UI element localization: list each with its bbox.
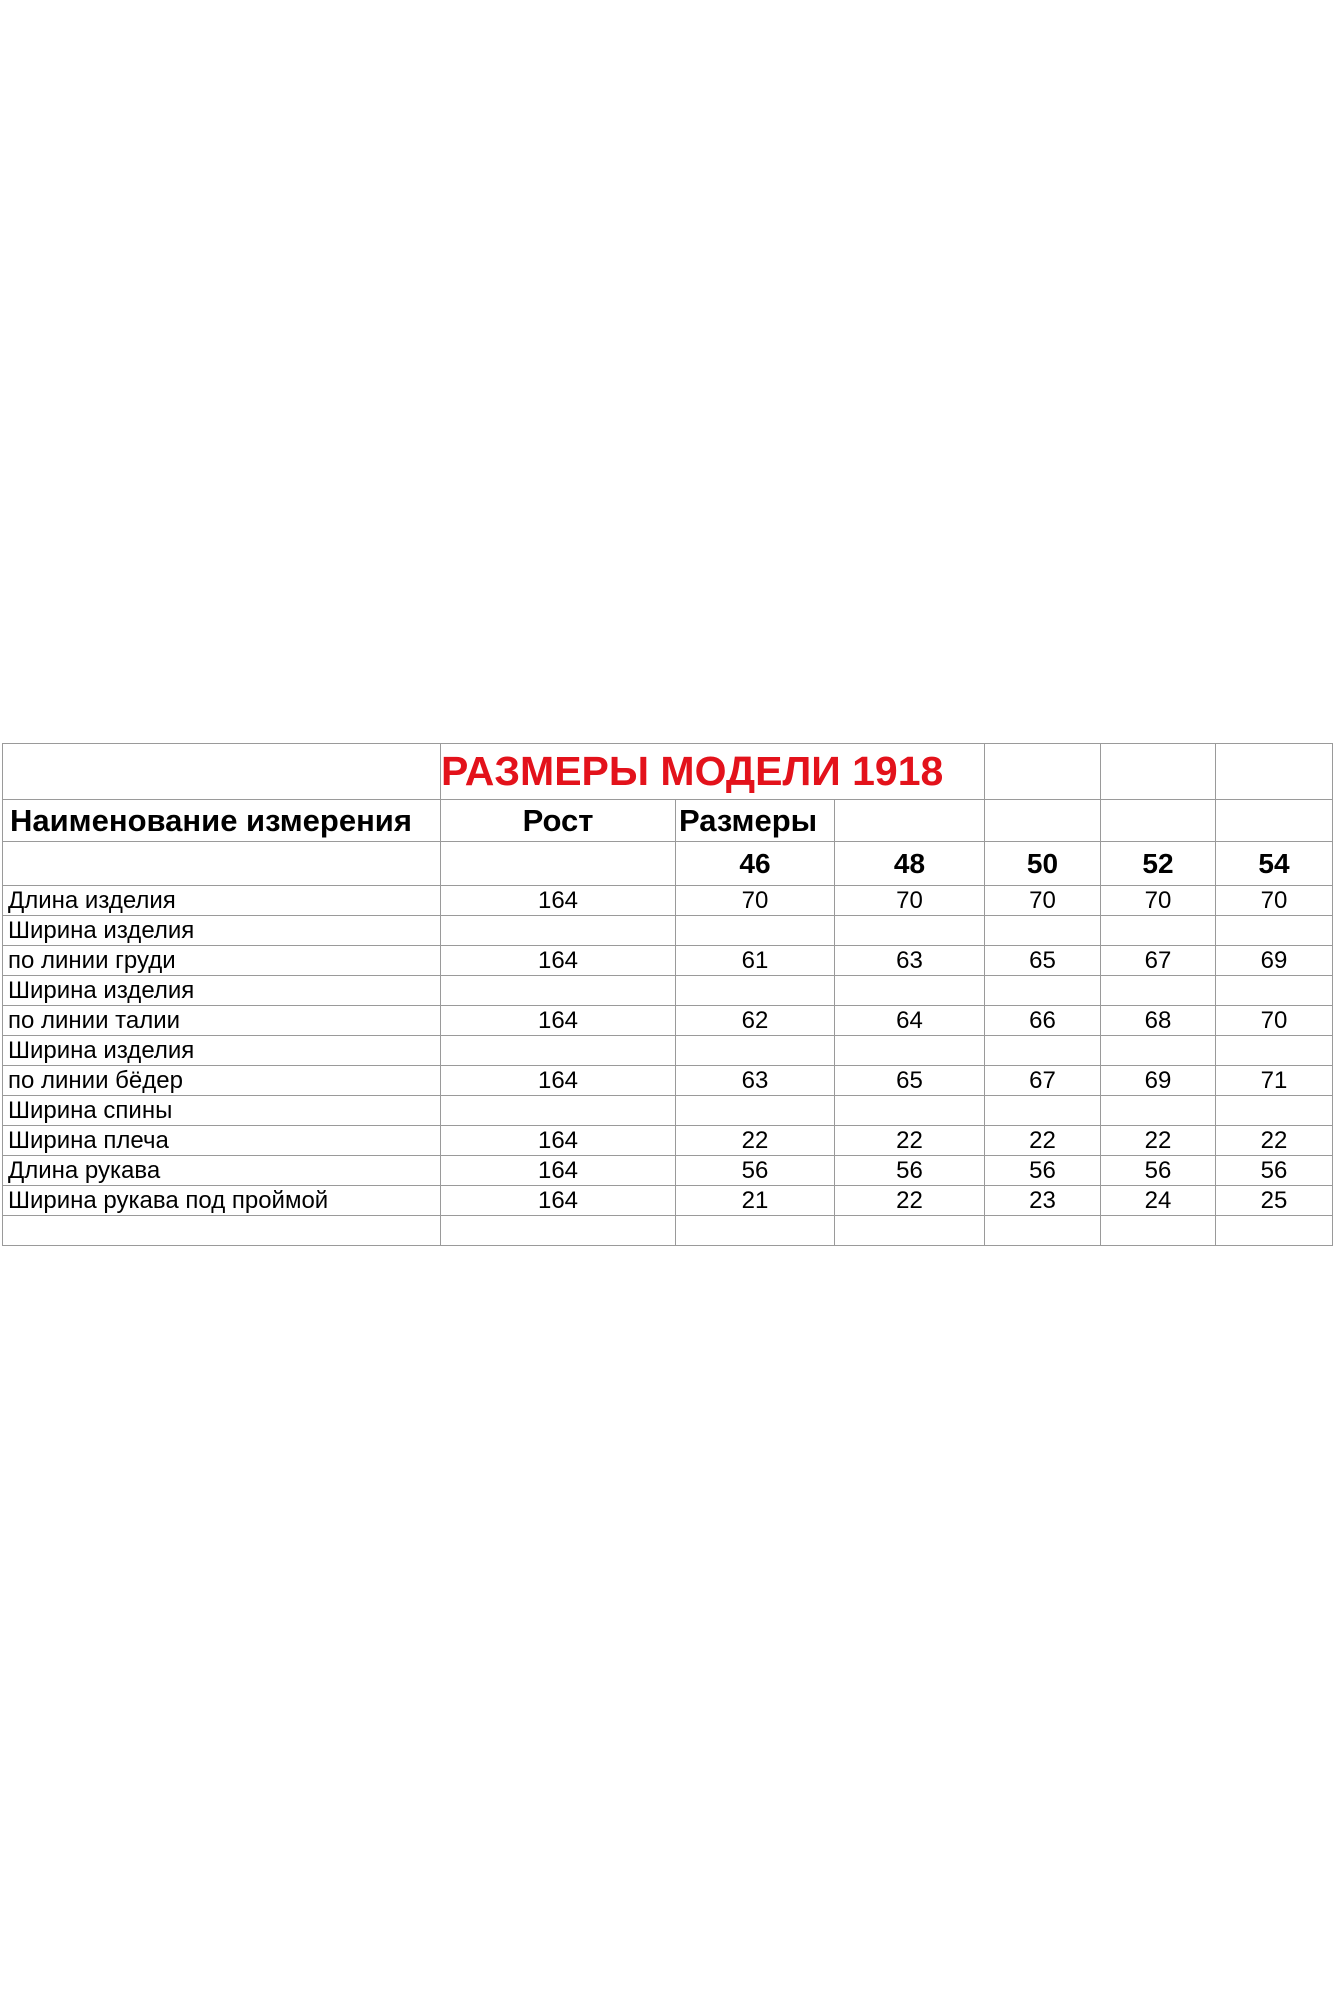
height-value: 164 [441,1156,676,1186]
title-row-cell-empty [985,744,1101,800]
header-sizes-label: Размеры [676,800,835,842]
sizes-row [3,842,1333,886]
measurement-label: по линии груди [3,946,441,976]
size-value-50 [985,1216,1101,1246]
size-value-48: 65 [835,1066,985,1096]
size-value-48: 70 [835,886,985,916]
size-value-48: 22 [835,1126,985,1156]
size-value-46: 56 [676,1156,835,1186]
size-value-48: 64 [835,1006,985,1036]
size-value-50: 70 [985,886,1101,916]
height-value [441,1096,676,1126]
size-value-54 [1216,1216,1333,1246]
size-value-54 [1216,976,1333,1006]
title-row-cell-empty [1216,744,1333,800]
measurement-label: по линии талии [3,1006,441,1036]
measurement-label [3,1216,441,1246]
size-value-48 [835,976,985,1006]
header-height-label: Рост [441,800,676,842]
size-value-52: 24 [1101,1186,1216,1216]
size-value-50: 65 [985,946,1101,976]
measurement-row [3,1096,1333,1126]
measurement-label: Длина рукава [3,1156,441,1186]
height-value: 164 [441,1006,676,1036]
size-value-54 [1216,916,1333,946]
size-value-50: 22 [985,1126,1101,1156]
size-value-50 [985,1036,1101,1066]
size-value-52: 67 [1101,946,1216,976]
title-cell [441,744,985,800]
size-chart-table [2,743,1333,1246]
size-value-54: 70 [1216,1006,1333,1036]
measurement-row [3,1066,1333,1096]
measurement-row [3,976,1333,1006]
measurement-label: Ширина изделия [3,1036,441,1066]
header-cell-empty [985,800,1101,842]
size-value-50 [985,916,1101,946]
size-value-50 [985,1096,1101,1126]
size-value-52 [1101,1216,1216,1246]
size-value-50: 56 [985,1156,1101,1186]
size-value-52 [1101,1036,1216,1066]
size-value-50 [985,976,1101,1006]
size-value-52: 68 [1101,1006,1216,1036]
size-value-52: 70 [1101,886,1216,916]
size-value-50: 23 [985,1186,1101,1216]
sizes-row-cell-empty [441,842,676,886]
size-value-54: 69 [1216,946,1333,976]
size-value-48 [835,1096,985,1126]
header-cell-empty [1216,800,1333,842]
measurement-row [3,886,1333,916]
measurement-row [3,1006,1333,1036]
height-value: 164 [441,1066,676,1096]
height-value [441,1216,676,1246]
measurement-row [3,1186,1333,1216]
size-value-46 [676,916,835,946]
measurement-row [3,946,1333,976]
header-row [3,800,1333,842]
height-value [441,976,676,1006]
size-value-54 [1216,1096,1333,1126]
size-value-48 [835,916,985,946]
height-value: 164 [441,886,676,916]
height-value: 164 [441,1126,676,1156]
measurement-label: Ширина спины [3,1096,441,1126]
size-value-46 [676,1216,835,1246]
measurement-label: Ширина изделия [3,916,441,946]
size-header-50: 50 [985,842,1101,886]
size-value-46: 21 [676,1186,835,1216]
size-value-48: 63 [835,946,985,976]
height-value: 164 [441,946,676,976]
size-value-52: 69 [1101,1066,1216,1096]
size-value-48: 56 [835,1156,985,1186]
height-value: 164 [441,1186,676,1216]
height-value [441,1036,676,1066]
size-value-54: 71 [1216,1066,1333,1096]
size-value-46: 63 [676,1066,835,1096]
size-header-48: 48 [835,842,985,886]
size-value-52: 56 [1101,1156,1216,1186]
size-value-52: 22 [1101,1126,1216,1156]
size-value-54 [1216,1036,1333,1066]
header-cell-empty [835,800,985,842]
measurement-label: по линии бёдер [3,1066,441,1096]
sizes-row-cell-empty [3,842,441,886]
measurement-row [3,1156,1333,1186]
size-chart-body [3,744,1333,1246]
header-name-label: Наименование измерения [3,800,441,842]
measurement-label: Ширина плеча [3,1126,441,1156]
size-value-54: 56 [1216,1156,1333,1186]
size-value-50: 66 [985,1006,1101,1036]
size-value-48: 22 [835,1186,985,1216]
size-value-46: 61 [676,946,835,976]
measurement-row [3,916,1333,946]
measurement-row [3,1126,1333,1156]
measurement-row [3,1036,1333,1066]
size-value-54: 22 [1216,1126,1333,1156]
measurement-label: Длина изделия [3,886,441,916]
chart-title: РАЗМЕРЫ МОДЕЛИ 1918 [441,748,944,794]
measurement-label: Ширина рукава под проймой [3,1186,441,1216]
size-value-48 [835,1216,985,1246]
title-row-cell-empty [1101,744,1216,800]
size-value-46: 70 [676,886,835,916]
size-value-54: 70 [1216,886,1333,916]
size-value-46: 62 [676,1006,835,1036]
size-value-54: 25 [1216,1186,1333,1216]
measurement-label: Ширина изделия [3,976,441,1006]
size-header-46: 46 [676,842,835,886]
size-value-52 [1101,1096,1216,1126]
size-value-46 [676,1036,835,1066]
title-row [3,744,1333,800]
size-value-46 [676,976,835,1006]
size-value-46 [676,1096,835,1126]
size-value-52 [1101,976,1216,1006]
size-value-52 [1101,916,1216,946]
title-row-cell-empty [3,744,441,800]
size-header-52: 52 [1101,842,1216,886]
header-cell-empty [1101,800,1216,842]
measurement-row [3,1216,1333,1246]
size-value-48 [835,1036,985,1066]
height-value [441,916,676,946]
size-value-46: 22 [676,1126,835,1156]
size-value-50: 67 [985,1066,1101,1096]
size-header-54: 54 [1216,842,1333,886]
